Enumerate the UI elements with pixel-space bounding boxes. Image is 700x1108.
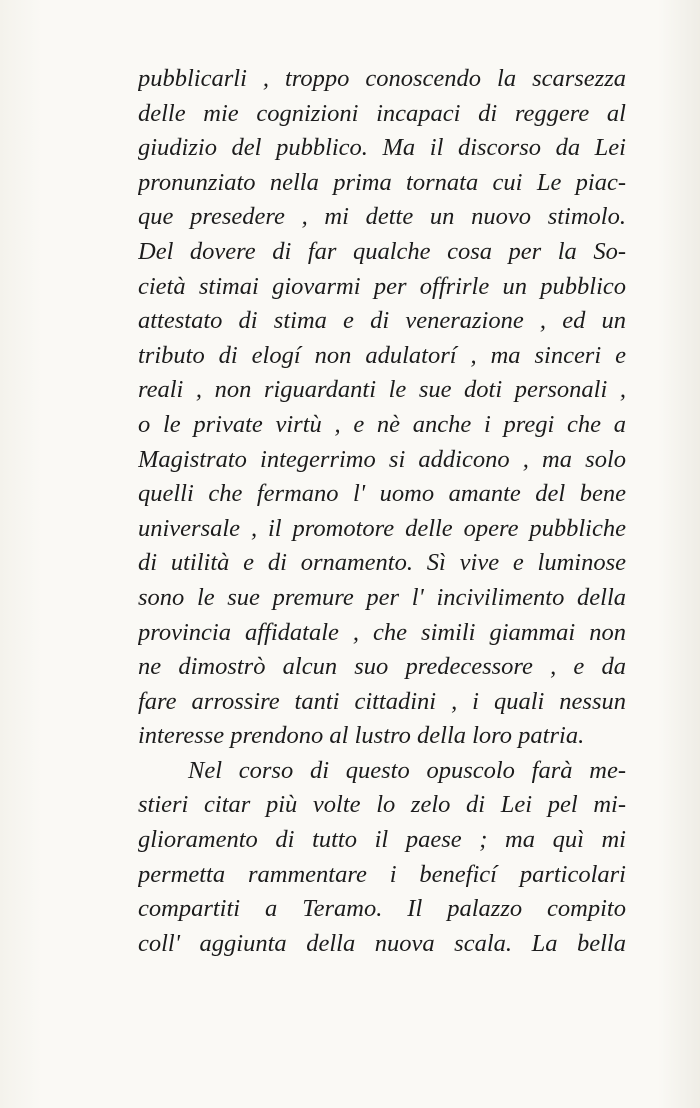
text-line-8: attestato di stima e di venerazione , ed un	[138, 307, 626, 335]
text-line-18: ne dimostrò alcun suo predecessore , e da	[138, 653, 626, 681]
text-line-24: permetta rammentare i beneficí particolari	[138, 860, 626, 888]
text-line-10: reali , non riguardanti le sue doti personali ,	[138, 376, 626, 404]
text-line-17: provincia affidatale , che simili giammai non	[138, 618, 626, 646]
text-line-4: pronunziato nella prima tornata cui Le piac-	[138, 168, 626, 196]
text-line-7: cietà stimai giovarmi per offrirle un pubblico	[138, 272, 626, 300]
text-line-16: sono le sue premure per l' incivilimento della	[138, 583, 626, 611]
text-line-25: compartiti a Teramo. Il palazzo compito	[138, 895, 626, 923]
text-line-1: pubblicarli , troppo conoscendo la scarsezza	[138, 65, 626, 92]
text-line-3: giudizio del pubblico. Ma il discorso da Lei	[138, 134, 626, 162]
text-line-22: stieri citar più volte lo zelo di Lei pel mi-	[138, 791, 626, 819]
text-line-23: glioramento di tutto il paese ; ma quì mi	[138, 826, 626, 854]
text-line-6: Del dovere di far qualche cosa per la So-	[138, 237, 626, 265]
text-line-5: que presedere , mi dette un nuovo stimolo.	[138, 203, 626, 231]
text-line-20: interesse prendono al lustro della loro patria.	[138, 722, 585, 750]
text-line-9: tributo di elogí non adulatorí , ma sinceri e	[138, 341, 626, 369]
page-body-text	[138, 62, 626, 961]
text-line-15: di utilità e di ornamento. Sì vive e luminose	[138, 549, 626, 577]
text-line-11: o le private virtù , e nè anche i pregi che a	[138, 410, 626, 438]
text-line-13: quelli che fermano l' uomo amante del bene	[138, 480, 626, 508]
text-line-12: Magistrato integerrimo si addicono , ma solo	[138, 445, 626, 473]
text-line-2: delle mie cognizioni incapaci di reggere al	[138, 99, 626, 127]
text-line-14: universale , il promotore delle opere pubbliche	[138, 514, 626, 542]
text-line-19: fare arrossire tanti cittadini , i quali nessun	[138, 687, 626, 715]
text-line-21: Nel corso di questo opuscolo farà me-	[188, 756, 626, 784]
text-line-26: coll' aggiunta della nuova scala. La bella	[138, 929, 626, 957]
